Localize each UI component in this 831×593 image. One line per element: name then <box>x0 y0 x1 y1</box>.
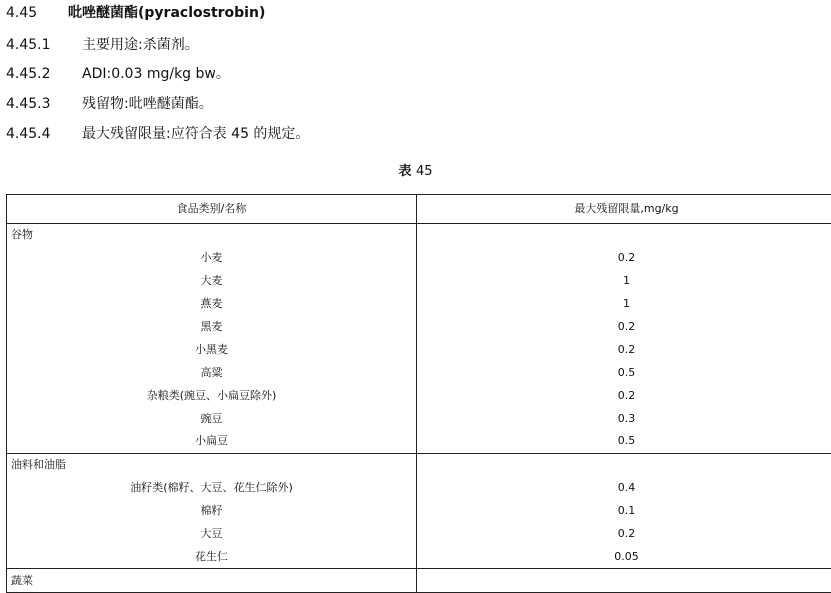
table-row <box>7 545 831 568</box>
food-name-cell: 小黑麦 <box>7 338 417 361</box>
group-name-cell: 谷物 <box>7 224 417 247</box>
group-mrl-cell <box>417 453 831 476</box>
food-name-cell: 燕麦 <box>7 293 417 316</box>
subsection-text: 最大残留限量:应符合表 45 的规定。 <box>82 126 309 142</box>
table-row <box>7 477 831 500</box>
table-group-row <box>7 224 831 247</box>
group-name-cell: 油料和油脂 <box>7 453 417 476</box>
table-row <box>7 316 831 339</box>
food-name-cell: 小麦 <box>7 247 417 270</box>
subsection-number: 4.45.1 <box>6 36 82 54</box>
food-name-cell: 杂粮类(豌豆、小扁豆除外) <box>7 384 417 407</box>
header-food: 食品类别/名称 <box>7 195 417 224</box>
mrl-value-cell: 0.1 <box>417 500 831 523</box>
mrl-value-cell: 0.5 <box>417 361 831 384</box>
table-row <box>7 361 831 384</box>
mrl-table <box>6 194 831 593</box>
subsection-text: ADI:0.03 mg/kg bw。 <box>82 66 230 82</box>
table-row <box>7 270 831 293</box>
table-row <box>7 430 831 453</box>
section-number: 4.45 <box>6 4 68 22</box>
subsection-number: 4.45.2 <box>6 65 82 83</box>
header-mrl: 最大残留限量,mg/kg <box>417 195 831 224</box>
food-name-cell: 高粱 <box>7 361 417 384</box>
table-body <box>7 224 831 593</box>
mrl-value-cell: 0.5 <box>417 430 831 453</box>
food-name-cell: 黑麦 <box>7 316 417 339</box>
table-caption-label: 表 <box>398 164 411 179</box>
subsection-text: 主要用途:杀菌剂。 <box>82 37 199 53</box>
subsection-number: 4.45.4 <box>6 125 82 143</box>
table-row <box>7 500 831 523</box>
food-name-cell: 油籽类(棉籽、大豆、花生仁除外) <box>7 477 417 500</box>
subsection-residue <box>6 95 213 113</box>
table-row <box>7 407 831 430</box>
mrl-value-cell: 0.05 <box>417 545 831 568</box>
group-name-cell: 蔬菜 <box>7 569 417 593</box>
mrl-value-cell: 1 <box>417 293 831 316</box>
subsection-number: 4.45.3 <box>6 95 82 113</box>
section-title: 吡唑醚菌酯(pyraclostrobin) <box>68 5 265 21</box>
mrl-value-cell: 0.4 <box>417 477 831 500</box>
food-name-cell: 棉籽 <box>7 500 417 523</box>
table-caption-number: 45 <box>416 164 433 179</box>
mrl-value-cell: 0.2 <box>417 523 831 546</box>
subsection-mrl <box>6 125 309 143</box>
subsection-usage <box>6 36 199 54</box>
group-mrl-cell <box>417 224 831 247</box>
table-row <box>7 384 831 407</box>
table-row <box>7 293 831 316</box>
food-name-cell: 小扁豆 <box>7 430 417 453</box>
section-heading <box>6 4 265 22</box>
food-name-cell: 花生仁 <box>7 545 417 568</box>
food-name-cell: 大豆 <box>7 523 417 546</box>
mrl-value-cell: 0.3 <box>417 407 831 430</box>
mrl-value-cell: 0.2 <box>417 384 831 407</box>
food-name-cell: 豌豆 <box>7 407 417 430</box>
food-name-cell: 大麦 <box>7 270 417 293</box>
table-row <box>7 247 831 270</box>
group-mrl-cell <box>417 569 831 593</box>
table-row <box>7 523 831 546</box>
table-row <box>7 338 831 361</box>
mrl-value-cell: 1 <box>417 270 831 293</box>
mrl-value-cell: 0.2 <box>417 316 831 339</box>
mrl-value-cell: 0.2 <box>417 247 831 270</box>
table-group-row <box>7 453 831 476</box>
mrl-value-cell: 0.2 <box>417 338 831 361</box>
subsection-text: 残留物:吡唑醚菌酯。 <box>82 96 213 112</box>
table-group-row <box>7 569 831 593</box>
table-header-row <box>7 195 831 224</box>
subsection-adi <box>6 65 230 83</box>
table-caption <box>0 160 831 179</box>
